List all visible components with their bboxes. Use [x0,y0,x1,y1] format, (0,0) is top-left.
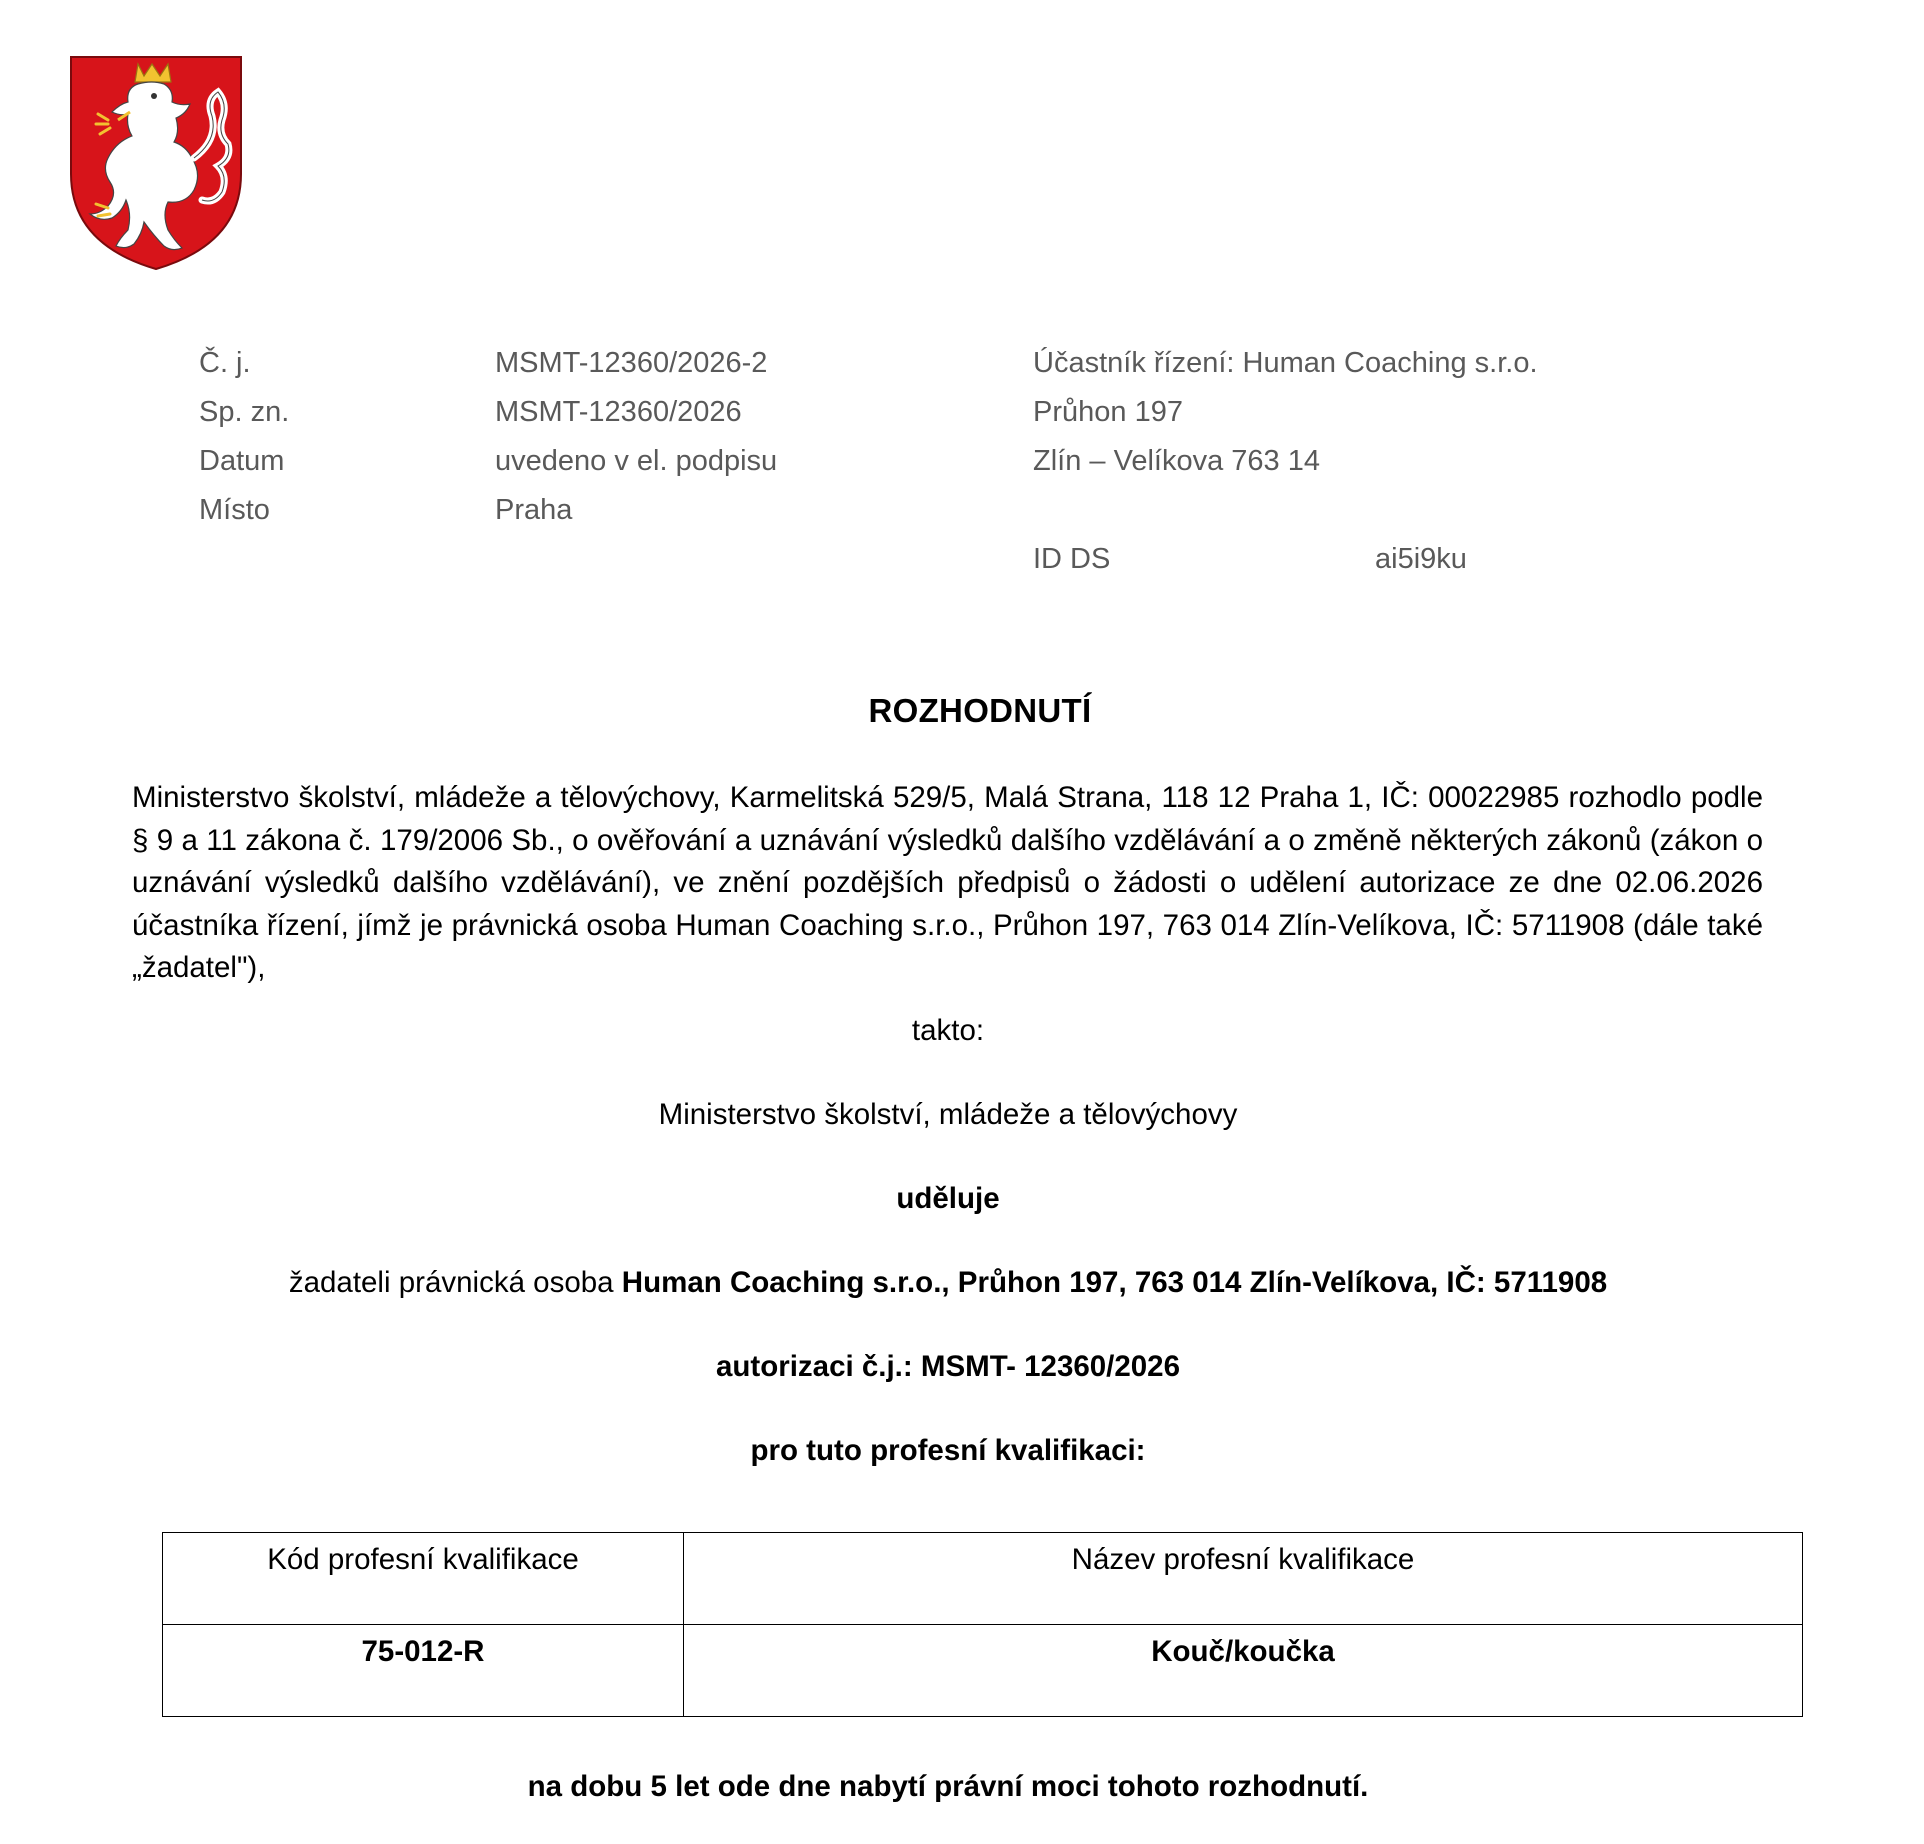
ref-number-value: MSMT-12360/2026-2 [495,347,768,379]
qualification-table [162,1532,1803,1717]
takto-line: takto: [911,1014,985,1047]
validity-line: na dobu 5 let ode dne nabytí právní moci tohoto rozhodnutí. [527,1770,1369,1803]
applicant-line [0,1266,1896,1300]
participant-name: Účastník řízení: Human Coaching s.r.o. [1033,347,1538,379]
participant-city: Zlín – Velíkova 763 14 [1033,445,1320,477]
participant-street: Průhon 197 [1033,396,1183,428]
table-header-row [163,1533,1803,1625]
applicant-details: Human Coaching s.r.o., Průhon 197, 763 014 Zlín-Velíkova, IČ: 5711908 [621,1266,1608,1299]
data-box-label: ID DS [1033,543,1111,575]
data-box-value: ai5i9ku [1375,543,1467,575]
table-header-name: Název profesní kvalifikace [684,1533,1803,1625]
grants-line: uděluje [896,1182,1000,1215]
qualification-code: 75-012-R [163,1625,684,1717]
intro-paragraph: Ministerstvo školství, mládeže a tělovýchovy, Karmelitská 529/5, Malá Strana, 118 12 Praha 1, IČ: 00022985 rozhodlo podle § 9 a 11 zákona č. 179/2006 Sb., o ověřování a uznávání výsledků dalšího vzdělávání a o změně některých zákonů (zákon o uznávání výsledků dalšího vzdělávání), ve znění pozdějších předpisů o žádosti o udělení autorizace ze dne 02.06.2026 účastníka řízení, jímž je právnická osoba Human Coaching s.r.o., Průhon 197, 763 014 Zlín-Velíkova, IČ: 5711908 (dále také „žadatel"), [132,781,1763,984]
place-label: Místo [199,494,270,526]
date-label: Datum [199,445,285,477]
ministry-line: Ministerstvo školství, mládeže a tělovýchovy [658,1098,1238,1131]
ref-number-label: Č. j. [199,347,251,379]
qualification-name: Kouč/koučka [684,1625,1803,1717]
table-header-code: Kód profesní kvalifikace [163,1533,684,1625]
czech-coat-of-arms-icon [68,54,244,272]
qualification-intro-line: pro tuto profesní kvalifikaci: [750,1434,1146,1467]
file-mark-label: Sp. zn. [199,396,290,428]
document-title: ROZHODNUTÍ [868,692,1092,729]
applicant-prefix: žadateli právnická osoba [288,1266,622,1299]
authorization-line: autorizaci č.j.: MSMT- 12360/2026 [715,1350,1180,1383]
table-row [163,1625,1803,1717]
date-value: uvedeno v el. podpisu [495,445,778,477]
place-value: Praha [495,494,573,526]
file-mark-value: MSMT-12360/2026 [495,396,742,428]
